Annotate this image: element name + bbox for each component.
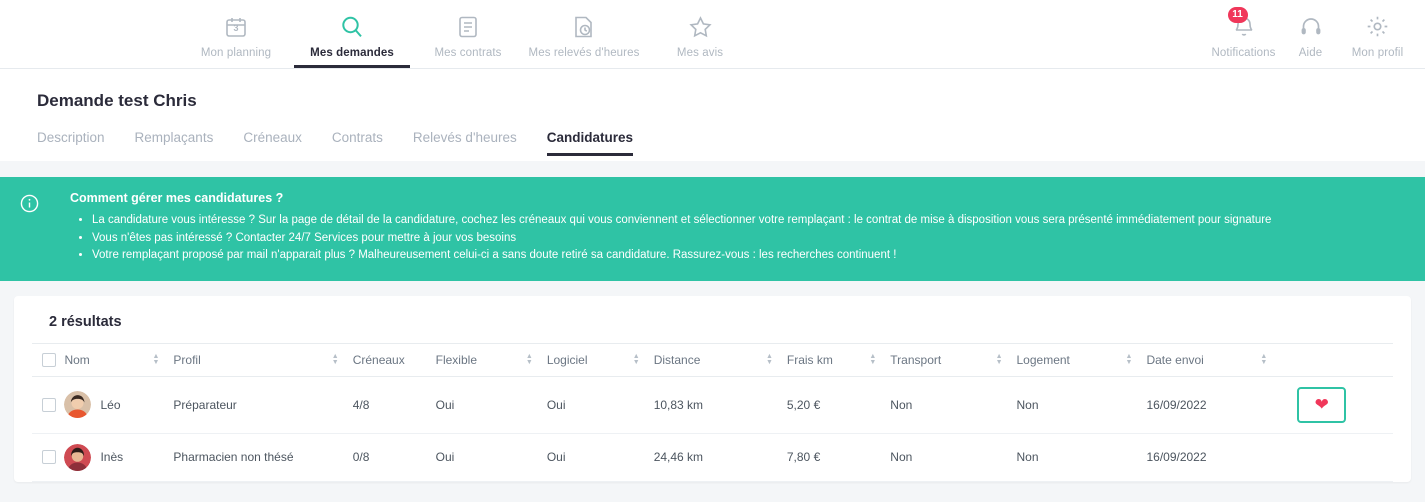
cell-profil: Pharmacien non thésé [173, 433, 352, 481]
cell-creneaux: 0/8 [353, 433, 436, 481]
sort-icon-logiciel[interactable]: ▲ ▼ [632, 352, 640, 366]
nav-label-mes-contrats: Mes contrats [434, 46, 502, 59]
contract-icon [457, 14, 479, 40]
nav-item-notifications[interactable] [1210, 0, 1277, 68]
row-checkbox[interactable] [42, 398, 56, 412]
nav-item-mon-profil[interactable] [1344, 0, 1411, 68]
column-label-creneaux: Créneaux [352, 352, 405, 367]
select-all-checkbox[interactable] [42, 353, 56, 367]
cell-frais-km: 7,80 € [787, 433, 890, 481]
search-icon [339, 14, 365, 40]
column-header-frais-km[interactable] [787, 343, 890, 376]
nav-item-mes-releves-dheures[interactable] [526, 0, 642, 68]
cell-transport: Non [890, 433, 1016, 481]
sort-icon-date-envoi[interactable]: ▲ ▼ [1260, 352, 1268, 366]
sort-icon-profil[interactable]: ▲ ▼ [331, 352, 339, 366]
results-card [14, 296, 1411, 482]
tab-candidatures[interactable]: Candidatures [547, 130, 633, 156]
gear-icon [1365, 14, 1390, 40]
candidatures-table [32, 343, 1393, 482]
column-header-logement[interactable] [1017, 343, 1147, 376]
info-banner-wrapper [0, 161, 1425, 281]
column-label-nom: Nom [64, 352, 90, 367]
tab-description[interactable]: Description [37, 130, 105, 145]
tab-creneaux[interactable]: Créneaux [243, 130, 302, 145]
info-banner-bullet: • Votre remplaçant proposé par mail n'apparait plus ? Malheureusement celui-ci a sans doute retiré sa candidature. Rassurez-vous : les recherches continuent ! [92, 247, 1405, 265]
cell-logiciel: Oui [547, 433, 654, 481]
cell-favorite [1281, 376, 1393, 433]
info-banner-body [58, 191, 1405, 265]
row-select-cell [32, 433, 64, 481]
column-label-transport: Transport [890, 352, 942, 367]
headset-icon [1299, 14, 1323, 40]
column-header-nom[interactable] [64, 343, 173, 376]
secondary-nav [1210, 0, 1411, 69]
cell-flexible: Oui [436, 433, 547, 481]
sort-icon-frais-km[interactable]: ▲ ▼ [869, 352, 877, 366]
results-count: 2 résultats [49, 313, 122, 330]
nav-item-mes-contrats[interactable] [410, 0, 526, 68]
row-checkbox[interactable] [42, 450, 56, 464]
nav-item-mon-planning[interactable] [178, 0, 294, 68]
info-icon [20, 191, 58, 265]
heart-icon: ❤ [1314, 395, 1329, 414]
page-tabs [37, 130, 1425, 156]
nav-label-aide: Aide [1298, 46, 1323, 59]
calendar-icon [224, 14, 248, 40]
cell-profil: Préparateur [173, 376, 352, 433]
avatar [64, 391, 91, 418]
nav-label-mes-avis: Mes avis [676, 46, 724, 59]
column-label-profil: Profil [173, 352, 201, 367]
info-banner-bullet: • Vous n'êtes pas intéressé ? Contacter 24/7 Services pour mettre à jour vos besoins [92, 230, 1405, 248]
results-card-wrapper [0, 281, 1425, 482]
cell-date-envoi: 16/09/2022 [1146, 376, 1281, 433]
nav-label-mon-planning: Mon planning [200, 46, 272, 59]
cell-logement: Non [1017, 433, 1147, 481]
sort-icon-flexible[interactable]: ▲ ▼ [525, 352, 533, 366]
row-select-cell [32, 376, 64, 433]
sort-icon-logement[interactable]: ▲ ▼ [1125, 352, 1133, 366]
info-banner-list [58, 212, 1405, 265]
column-header-creneaux [353, 343, 436, 376]
info-banner-title: Comment gérer mes candidatures ? [70, 191, 284, 205]
cell-flexible: Oui [436, 376, 547, 433]
select-all-header [32, 343, 64, 376]
nav-label-mes-releves-dheures: Mes relevés d'heures [528, 46, 640, 59]
bell-icon [1232, 8, 1256, 40]
nav-label-mon-profil: Mon profil [1351, 46, 1404, 59]
timesheet-icon [572, 14, 596, 40]
column-label-distance: Distance [653, 352, 701, 367]
column-header-transport[interactable] [890, 343, 1016, 376]
cell-favorite [1281, 433, 1393, 481]
avatar [64, 444, 91, 471]
column-label-frais-km: Frais km [786, 352, 833, 367]
column-header-flexible[interactable] [436, 343, 547, 376]
page-title: Demande test Chris [37, 91, 197, 110]
info-banner-bullet: • La candidature vous intéresse ? Sur la page de détail de la candidature, cochez les créneaux qui vous conviennent et sélectionner votre remplaçant : le contrat de mise à disposition vous sera présenté immédiatement pour signature [92, 212, 1405, 230]
table-row[interactable] [32, 376, 1393, 433]
table-header [32, 343, 1393, 376]
star-icon [688, 14, 713, 40]
calendar-day-number: 3 [233, 22, 239, 33]
column-header-date-envoi[interactable] [1146, 343, 1281, 376]
column-header-logiciel[interactable] [547, 343, 654, 376]
favorite-button[interactable] [1297, 387, 1346, 423]
table-row[interactable] [32, 433, 1393, 481]
column-label-logement: Logement [1016, 352, 1070, 367]
nav-label-notifications: Notifications [1211, 46, 1276, 59]
tab-releves-dheures[interactable]: Relevés d'heures [412, 130, 517, 145]
column-label-logiciel: Logiciel [546, 352, 588, 367]
cell-distance: 10,83 km [654, 376, 787, 433]
table-body [32, 376, 1393, 481]
cell-logement: Non [1017, 376, 1147, 433]
sort-icon-nom[interactable]: ▲ ▼ [152, 352, 160, 366]
cell-distance: 24,46 km [654, 433, 787, 481]
cell-nom-text: Inès [100, 450, 124, 464]
top-navigation [0, 0, 1425, 69]
nav-item-mes-avis[interactable] [642, 0, 758, 68]
nav-label-mes-demandes: Mes demandes [310, 46, 394, 59]
cell-frais-km: 5,20 € [787, 376, 890, 433]
cell-transport: Non [890, 376, 1016, 433]
cell-creneaux: 4/8 [353, 376, 436, 433]
cell-nom-text: Léo [100, 397, 121, 412]
cell-logiciel: Oui [547, 376, 654, 433]
notifications-badge: 11 [1228, 7, 1248, 23]
sort-icon-distance[interactable]: ▲ ▼ [765, 352, 773, 366]
cell-date-envoi: 16/09/2022 [1146, 433, 1281, 481]
page-header [0, 69, 1425, 161]
info-banner [0, 177, 1425, 281]
nav-item-mes-demandes[interactable] [294, 0, 410, 68]
cell-nom [64, 433, 173, 481]
tab-remplacants[interactable]: Remplaçants [134, 130, 214, 145]
column-header-distance[interactable] [654, 343, 787, 376]
column-label-date-envoi: Date envoi [1146, 352, 1204, 367]
column-header-profil[interactable] [173, 343, 352, 376]
column-label-flexible: Flexible [435, 352, 477, 367]
cell-nom [64, 376, 173, 433]
sort-icon-transport[interactable]: ▲ ▼ [995, 352, 1003, 366]
primary-nav [178, 0, 758, 69]
tab-contrats[interactable]: Contrats [331, 130, 383, 145]
column-header-favorite [1281, 343, 1393, 376]
nav-item-aide[interactable] [1277, 0, 1344, 68]
